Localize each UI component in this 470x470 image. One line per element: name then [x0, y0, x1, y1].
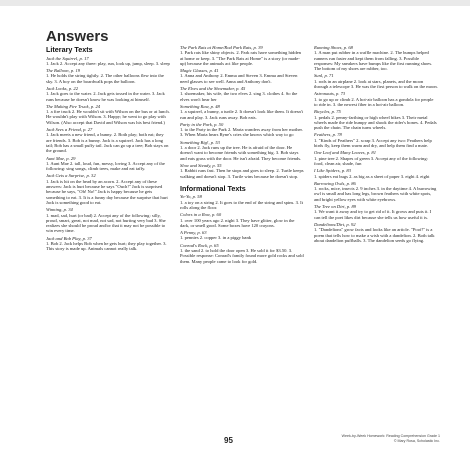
answer-entry-text: 1. the sand 2. to hold the door open 3. He sold it for $3.50. 3. Possible response: Conrad's family found more gold rocks and sold them. Many people came to look for gold.: [180, 248, 304, 264]
answer-entry-text: 1. spiders eat bugs 2. as big as a sheet of paper 3. eight 4. eight: [314, 173, 430, 179]
answer-entry: [46, 236, 170, 252]
answer-entry: [46, 127, 170, 153]
answer-entry-title: Party in the Park, p. 50: [180, 121, 224, 127]
page-number: 95: [224, 436, 233, 445]
answer-entry-text: 1. pennies 2. copper 3. in a piggy bank: [180, 235, 252, 241]
answer-entry-text: 1. pine tree 2. Shapes of green 3. Accept any of the following: food, clean air, shade, fun: [314, 155, 428, 166]
answer-entry-text: 1. Aunt Mae 2. tall, loud, fun, messy, loving 3. Accept any of the following: sing songs, climb trees, make and eat taffy.: [46, 160, 165, 172]
answer-entry-text: 1. a squirrel, a bunny, a turtle 2. It doesn't look like them. It doesn't run and play. 3. Jack runs away. Bob eats.: [180, 109, 303, 120]
answer-entry-text: 1. "Kinds of Feathers" 2. scrap 3. Accept any two: Feathers help birds fly, keep them warm and dry, and help them find a mate.: [314, 137, 432, 149]
credit-line-1: Week-by-Week Homework: Reading Comprehension Grade 1: [341, 434, 440, 438]
answer-entry: [180, 230, 304, 241]
answer-entry: [314, 222, 438, 243]
answer-entry-text: 1. rocks, mice, insects 2. 9 inches 3. in the daytime 4. A burrowing owl is small and has long legs, brown feathers with white spots, and bright yellow eyes with white eyebrows.: [314, 186, 437, 202]
answer-entry: [314, 168, 438, 179]
answer-entry: [180, 68, 304, 84]
answer-entry-text: 1. a toy on a string 2. It goes to the end of the string and spins. 3. It rolls along the floor.: [180, 199, 303, 210]
answer-entry-title: Colors in a Row, p. 60: [180, 212, 222, 218]
answer-column-2: [180, 45, 304, 427]
answer-entry-title: Jack Sees a Friend, p. 27: [46, 127, 93, 133]
answer-entry-text: 1. Jack meets a new friend, a bunny. 2. Both play; both eat; they are friends. 3. Bob is a bunny. Jack is a squirrel. Jack has a long tail; Bob has a small puffy tail. Jack can go up a tree; Bob stays on the ground.: [46, 132, 169, 154]
answer-entry: [314, 109, 438, 130]
answer-entry-title: Running Shoes, p. 68: [314, 45, 353, 50]
credit-line-2: © Mary Rosa, Scholastic Inc.: [393, 438, 440, 443]
answer-entry-text: 1. A man put rubber in a waffle machine. 2. The bumps helped runners run faster and kept them from falling. 3. Possible responses: My sneakers have bumps like the first running shoes. The bottom of my shoes are rubber, too.: [314, 50, 433, 72]
answer-entry-text: 1. pedals 2. penny-farthing or high wheel bikes 3. Their metal wheels made the ride bumpy and shook the rider's bones. 4. Pedals push the chain. The chain turns wheels.: [314, 114, 437, 131]
answer-entry-text: 1. a fire truck 2. He wouldn't sit with Wilson on the bus or at lunch. He wouldn't play with Wilson. 3. Happy; he went to go play with Wilson. (Also accept that David and Wilson was his best friend.): [46, 109, 170, 125]
answer-entry-title: One Leaf and Many Leaves, p. 81: [314, 150, 377, 156]
answer-entry-title: Jack Looks, p. 22: [46, 85, 79, 91]
answer-entry-text: 1. shoemaker, his wife, the two elves 2. sing 3. clothes 4. So the elves won't hear her: [180, 91, 298, 102]
answer-entry: [46, 56, 170, 67]
answer-entry: [180, 104, 304, 120]
answer-entry-title: Slow and Steady, p. 55: [180, 162, 222, 168]
answer-entry: [46, 104, 170, 125]
answer-entry-title: The Elves and the Shoemaker, p. 45: [180, 86, 246, 92]
answer-entry-text: 1. Park rats like shiny objects. 2. Park rats have something hidden at home or keep. 3. "The Park Rats at Home" is a story (or made-up) because the animals act like people.: [180, 50, 301, 66]
answer-entry-title: Bicycles, p. 75: [314, 109, 341, 115]
answer-entry-title: Something Big!, p. 53: [180, 139, 220, 145]
answer-entry-text: 1. Jack is hit on the head by an acorn. 2. Accept any of these answers: Jack is hurt because he says "Ouch!" Jack is surprised because he says, "Oh! No!" Jack is happy because he gets something to eat. 3. It is a funny day because the surprise that hurt Jack is something good to eat.: [46, 178, 168, 205]
answer-entry-text: 1. Bob 2. Jack helps Bob when he gets hurt; they play together. 3. This story is made up. Animals cannot really talk.: [46, 241, 167, 252]
answer-entry-title: I Like Spiders, p. 83: [314, 168, 352, 174]
answer-entry-title: The Tree on Dirt, p. 89: [314, 204, 357, 210]
answer-entry-title: A Penny, p. 63: [180, 230, 207, 236]
answer-entry-text: 1. mad, sad, hurt (or bad) 2. Accept any of the following: silly, proud, smart, great, not mad, not sad, not hurting very bad 3. She realizes she should be proud and/or that it may not be possible to win every time.: [46, 212, 166, 234]
answer-entry-text: 1. Jack 2. Accept any three: play, run, look up, jump, sleep. 3. sleep: [46, 60, 170, 66]
answer-entry: [180, 194, 304, 210]
credit-line: [342, 434, 440, 443]
answer-entry-title: Conrad's Rock, p. 65: [180, 242, 219, 248]
answer-entry-title: Winning, p. 34: [46, 207, 73, 213]
answer-entry: [314, 73, 438, 89]
section-title: Informational Texts: [180, 183, 246, 193]
answer-entry: [180, 45, 304, 66]
answer-entry-text: 1. to go up or climb 2. A hot-air balloon has a gondola for people to ride in. 3. the newest fiber in a hot-air balloon.: [314, 96, 434, 107]
answer-entry-text: 1. Anna and Anthony 2. Emma and Steven 3. Emma and Steven need glasses to see well. Anna and Anthony don't.: [180, 73, 298, 84]
answer-entry: [46, 207, 170, 233]
top-bar: [0, 0, 470, 6]
answer-entry-text: 1. over 100 years ago 2. night 3. They have glitter, glow in the dark, or smell good. Some boxes have 120 crayons.: [180, 217, 295, 228]
answer-entry: [180, 86, 304, 102]
answer-entry: [314, 181, 438, 202]
answer-entry: [180, 140, 304, 161]
answer-entry: [46, 68, 170, 84]
answer-entry-text: 1. to the Party in the Park 2. Maria wanders away from her mother. 3. When Maria hears Ryne's cries she knows which way to go: [180, 127, 303, 138]
answer-entry: [180, 163, 304, 179]
answer-entry: [180, 243, 304, 264]
answer-entry: [180, 212, 304, 228]
answer-entry-text: 1. Jack goes to the water. 2. Jack gets tossed in the water. 3. Jack runs because he doesn't know he was looking at himself.: [46, 91, 165, 102]
answer-entry-title: Astronauts, p. 73: [314, 91, 346, 97]
answer-entry-title: Yo-Yo, p. 58: [180, 194, 202, 200]
answer-entry: [46, 156, 170, 172]
answer-entry-title: Aunt Mae, p. 29: [46, 155, 76, 161]
answer-entry-title: Feathers, p. 78: [314, 132, 342, 138]
answer-entry: [314, 204, 438, 220]
answer-column-3: [314, 45, 438, 427]
answer-entry-title: Jack Gets a Surprise, p. 32: [46, 173, 96, 179]
answer-entry-title: Burrowing Owls, p. 86: [314, 180, 356, 186]
answer-entry: [46, 86, 170, 102]
answer-entry: [314, 132, 438, 148]
answer-entry: [314, 150, 438, 166]
answer-entry: [314, 45, 438, 71]
answer-entry-title: Dandelions/Dirt, p. 92: [314, 221, 356, 227]
answer-entry: [180, 122, 304, 138]
answer-entry-text: 1. rods in an airplane 2. look at stars, planets, and the moon through a telescope 3. He was the first person to walk on the moon.: [314, 78, 438, 90]
answer-column-1: [46, 45, 170, 427]
answer-entry-title: The Balloon, p. 19: [46, 68, 81, 74]
answer-entry-title: Jack the Squirrel, p. 17: [46, 55, 89, 61]
answer-entry-title: The Making Fire Truck, p. 24: [46, 103, 101, 109]
answer-entry-text: 1. Rabbit runs fast. Then he stops and goes to sleep. 2. Turtle keeps walking and doesn't stop. 3. Turtle wins because he doesn't stop.: [180, 168, 304, 179]
answer-entry: [314, 91, 438, 107]
answer-columns: [46, 45, 438, 427]
page-heading: Answers: [46, 28, 109, 45]
answer-entry-text: 1. "Dandelions" grow facts and looks like an article. "Poof!" is a poem that tells how to make a wish with a dandelion. 2. Both talk about dandelion puffballs. 3. The dandelion seeds go flying.: [314, 227, 435, 243]
answer-entry-title: Something Raw, p. 48: [180, 103, 220, 109]
answer-entry: [46, 173, 170, 205]
answer-entry-text: 1. a door 2. Jack runs up the tree. He is afraid of the door. He doesn't want to become friends with something big. 3. Bob stays and eats grass with the door. He isn't afraid. They become friends.: [180, 145, 302, 161]
answer-entry-title: The Park Rats at Home/Rod Park Rats, p. 39: [180, 45, 263, 50]
answer-entry-title: Jack and Bob Play, p. 37: [46, 235, 92, 241]
answer-entry-title: Magic Glasses, p. 41: [180, 68, 219, 74]
answer-entry-text: 1. He holds the string tightly. 2. The other balloons flew into the sky. 3. A boy on the boardwalk pops the balloon.: [46, 73, 164, 84]
answer-entry-text: 1. We want it away and try to get rid of it. It grows and puts it. I can tell the poet likes dirt because she tells us how useful it is.: [314, 209, 432, 220]
answer-entry-title: Sunl, p. 71: [314, 73, 334, 79]
section-title: Literary Texts: [46, 45, 93, 54]
